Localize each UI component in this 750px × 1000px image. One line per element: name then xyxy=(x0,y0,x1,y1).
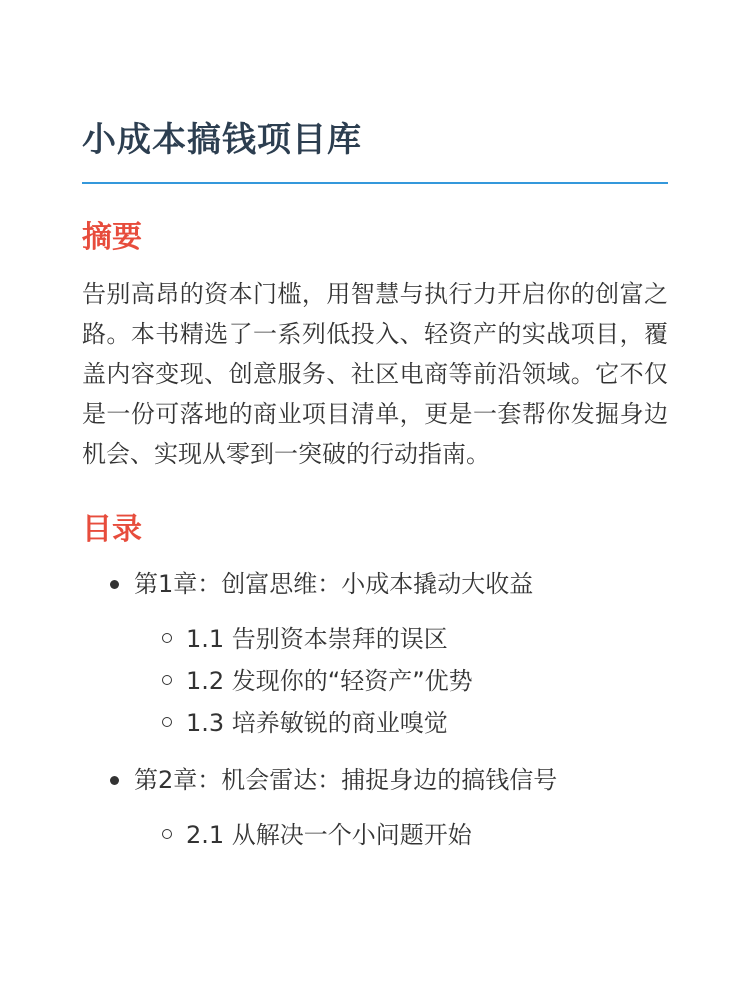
toc-section-2-1 xyxy=(134,814,668,856)
toc-heading: 目录 xyxy=(82,512,142,547)
section-title: 1.3 培养敏锐的商业嗅觉 xyxy=(186,709,448,737)
section-title: 1.1 告别资本崇拜的误区 xyxy=(186,625,448,653)
bullet-dot-icon xyxy=(110,580,119,589)
toc-chapter-2 xyxy=(82,760,668,856)
section-title: 1.2 发现你的“轻资产”优势 xyxy=(186,667,473,695)
page-title: 小成本搞钱项目库 xyxy=(82,120,362,160)
chapter-title: 第1章：创富思维：小成本撬动大收益 xyxy=(134,570,534,598)
section-title: 2.1 从解决一个小问题开始 xyxy=(186,821,472,849)
toc-section-1-3 xyxy=(134,702,668,744)
bullet-dot-icon xyxy=(110,776,119,785)
toc-chapter-1 xyxy=(82,564,668,744)
title-divider xyxy=(82,182,668,184)
table-of-contents xyxy=(82,564,668,856)
toc-section-1-1 xyxy=(134,618,668,660)
summary-heading: 摘要 xyxy=(82,220,142,255)
bullet-circle-icon xyxy=(162,717,172,727)
bullet-circle-icon xyxy=(162,633,172,643)
chapter-sections xyxy=(134,618,668,744)
toc-section-1-2 xyxy=(134,660,668,702)
chapter-title: 第2章：机会雷达：捕捉身边的搞钱信号 xyxy=(134,766,558,794)
chapter-sections xyxy=(134,814,668,856)
bullet-circle-icon xyxy=(162,675,172,685)
bullet-circle-icon xyxy=(162,829,172,839)
summary-text: 告别高昂的资本门槛，用智慧与执行力开启你的创富之路。本书精选了一系列低投入、轻资产的实战项目，覆盖内容变现、创意服务、社区电商等前沿领域。它不仅是一份可落地的商业项目清单，更是一套帮你发掘身边机会、实现从零到一突破的行动指南。 xyxy=(82,280,668,468)
